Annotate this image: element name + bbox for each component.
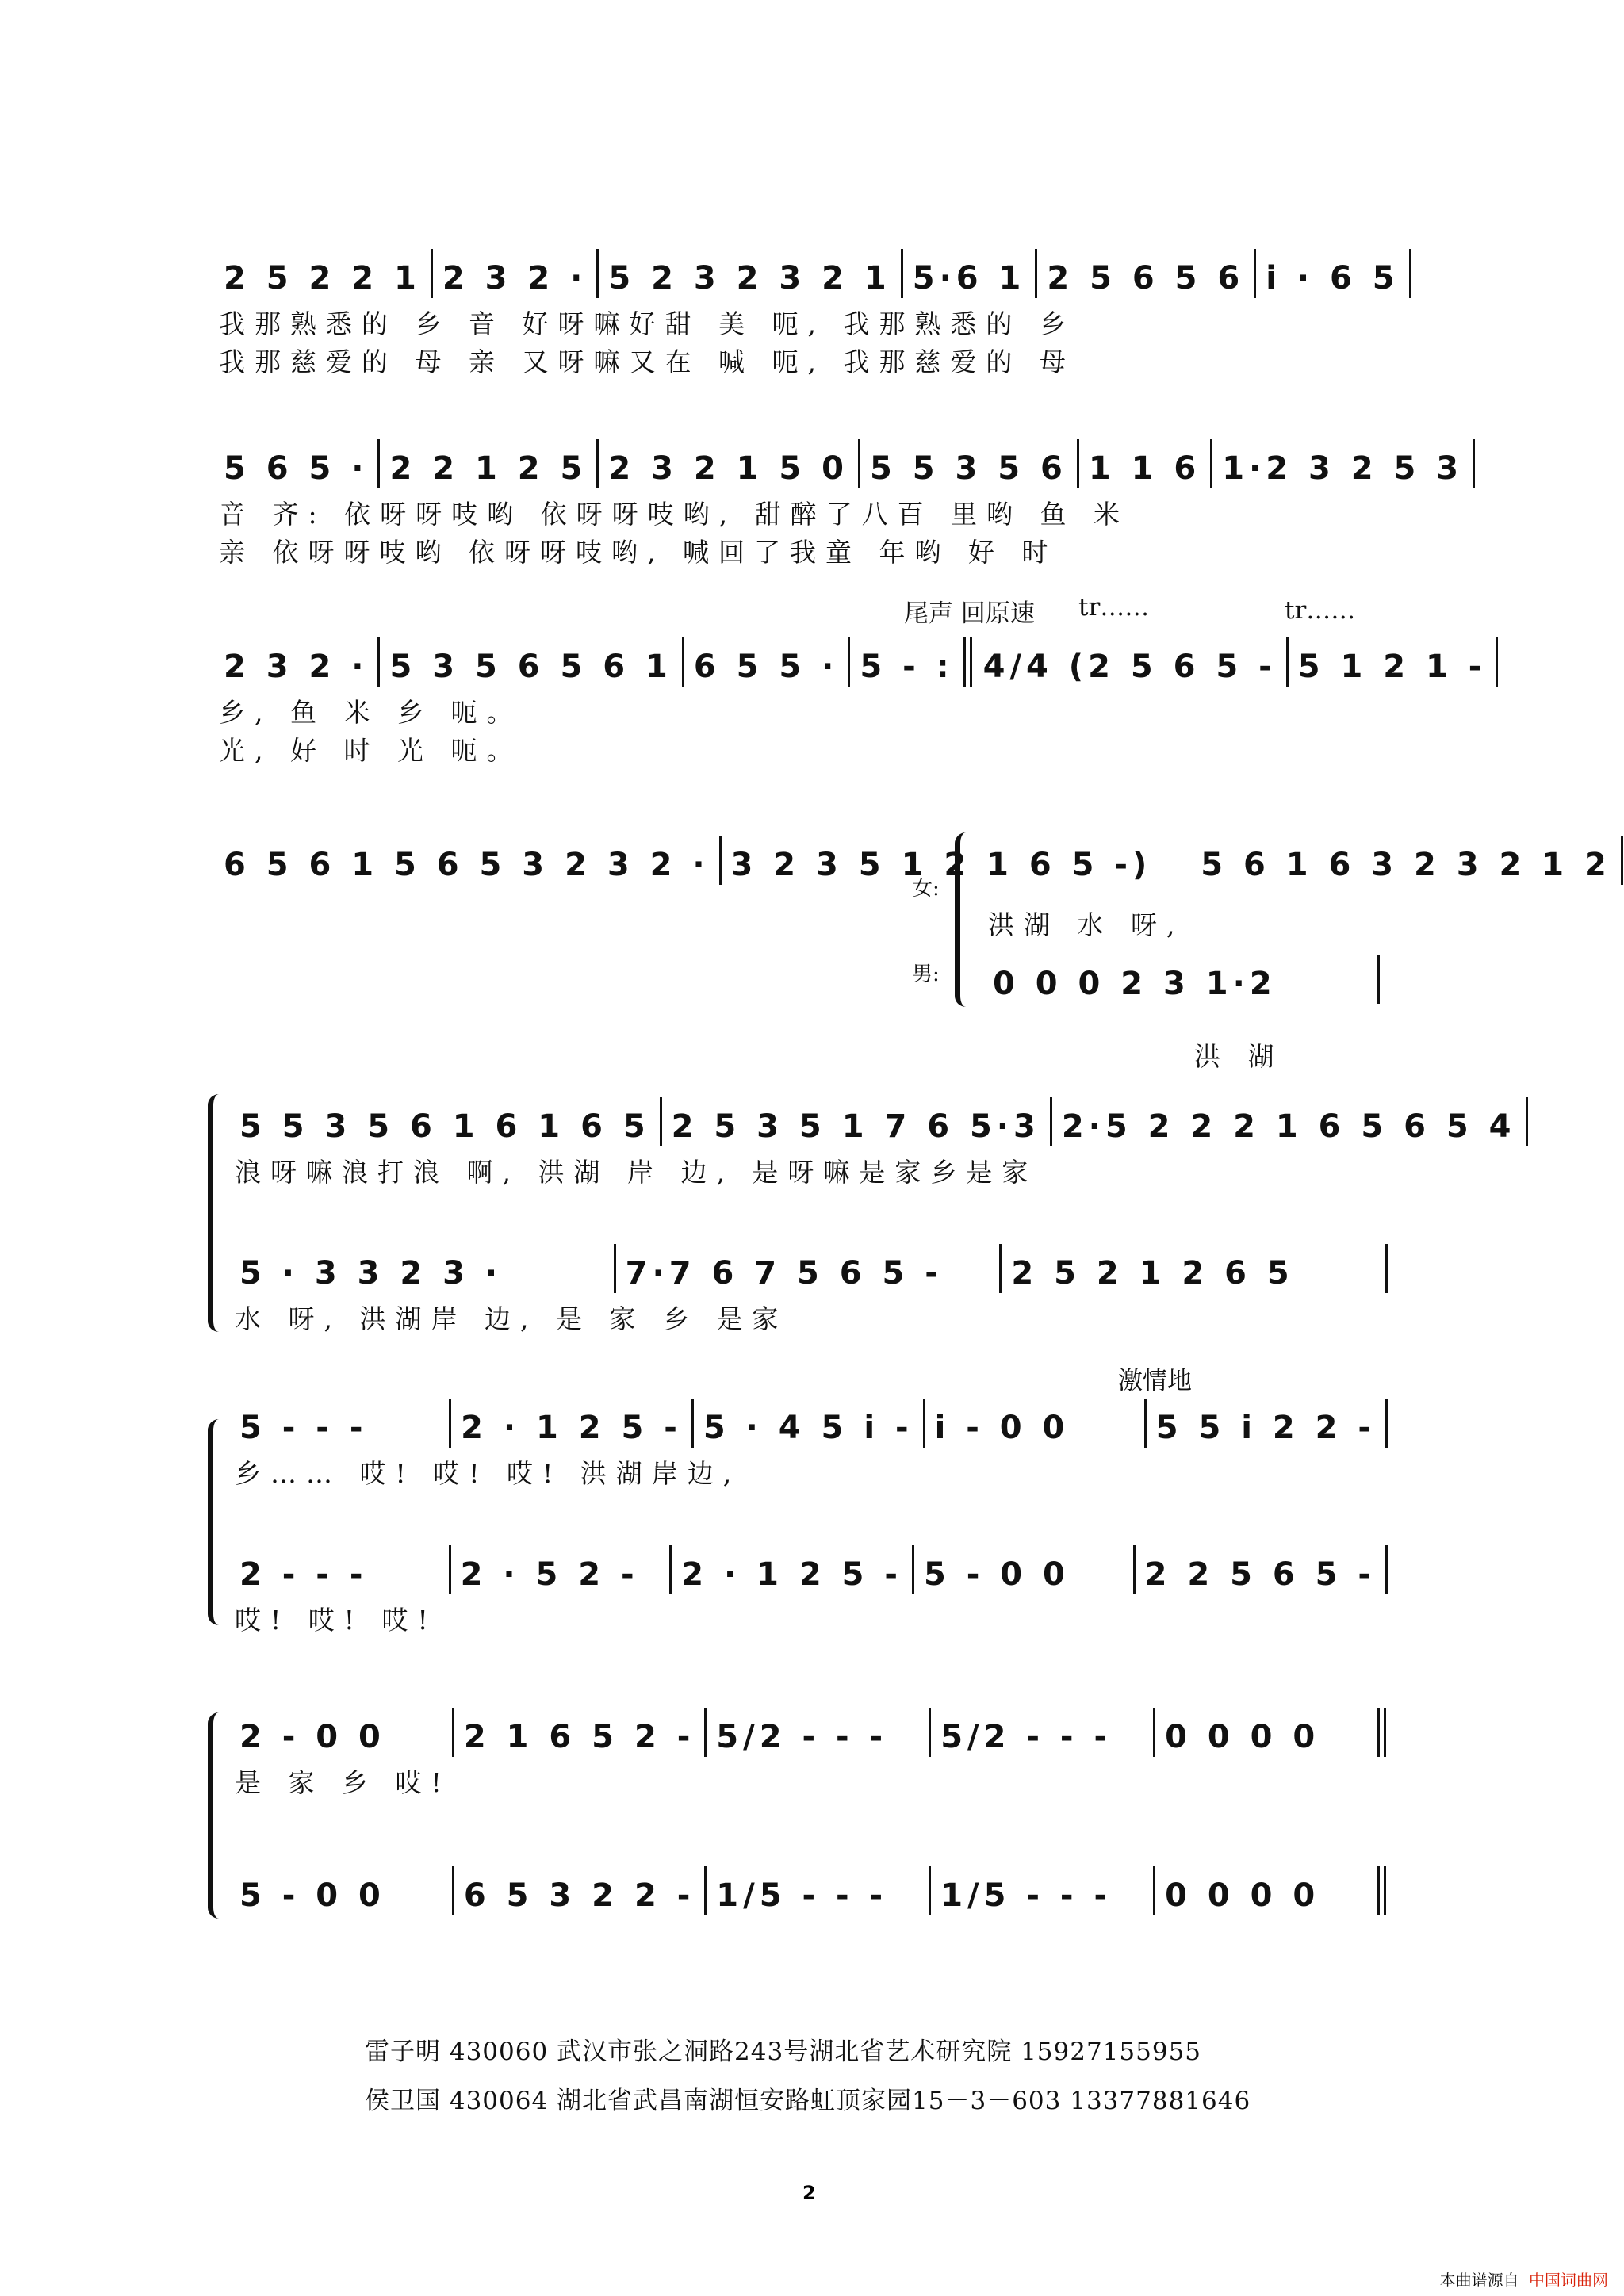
score-system-6-female <box>230 1380 1388 1490</box>
footer-site-link[interactable]: 中国词曲网 <box>1529 2271 1608 2290</box>
lyric-line <box>214 341 1388 379</box>
score-system-2 <box>214 420 1464 569</box>
system-brace <box>208 1712 221 1919</box>
measure: 5 · 3 3 2 3 · <box>239 1255 503 1292</box>
notation-line <box>230 1847 1388 1920</box>
contact-line: 雷子明 430060 武汉市张之洞路243号湖北省艺术研究院 15927155955 <box>365 2038 1202 2066</box>
measure: 2 5 2 1 2 6 5 <box>1011 1255 1294 1292</box>
measure: 2·5 2 2 2 1 6 5 6 5 4 <box>1061 1108 1516 1145</box>
barline <box>1409 249 1411 298</box>
lyric-text: 乡…… 哎! 哎! 哎! 洪湖岸边, <box>235 1457 741 1489</box>
measure: 5 5 3 5 6 1 6 1 6 5 <box>239 1108 650 1145</box>
measure: 0 0 0 2 3 1·2 <box>993 966 1277 1002</box>
measure: i · 6 5 <box>1266 260 1400 297</box>
measure: 5 - 0 0 <box>923 1556 1070 1593</box>
score-system-7-female <box>230 1689 1388 1800</box>
expression-annotation: 激情地 <box>1118 1367 1192 1395</box>
notation-line <box>230 1689 1388 1762</box>
male-voice-label: 男: <box>912 962 940 986</box>
measure: 4/4 (2 5 6 5 - <box>982 649 1277 685</box>
trill-annotation: tr…… <box>1285 596 1356 625</box>
score-system-5-female <box>230 1078 1516 1189</box>
measure: 3 2 3 5 1 2 1 6 5 -) <box>730 847 1152 883</box>
measure: 2 3 2 · <box>442 260 588 297</box>
system-brace <box>208 1419 221 1625</box>
lyric-line <box>214 691 1388 729</box>
notation-line <box>230 1380 1388 1452</box>
barline <box>1377 955 1380 1004</box>
lyric-text: 乡, 鱼 米 乡 呃。 <box>219 696 523 728</box>
footer-source-text: 本曲谱源自 <box>1439 2271 1519 2290</box>
measure: 1/5 - - - <box>716 1877 888 1914</box>
measure: 1 1 6 <box>1088 450 1201 487</box>
notation-line <box>214 817 1611 890</box>
measure: 2 · 5 2 - <box>460 1556 639 1593</box>
lyric-line <box>230 1762 1388 1800</box>
barline <box>1526 1097 1528 1146</box>
score-system-4 <box>214 817 1611 890</box>
lyric-line <box>214 531 1388 569</box>
lyric-line <box>230 1452 1388 1490</box>
score-system-3 <box>214 618 1487 767</box>
measure: 5 5 i 2 2 - <box>1155 1410 1376 1446</box>
notation-line <box>230 1078 1516 1151</box>
measure: 1·2 3 2 5 3 <box>1222 450 1464 487</box>
barline <box>1385 1545 1388 1594</box>
lyric-line <box>230 1298 1388 1336</box>
measure: 5 2 3 2 3 2 1 <box>608 260 891 297</box>
final-barline <box>1377 1708 1380 1757</box>
measure: 5 6 5 · <box>224 450 369 487</box>
lyric-text: 光, 好 时 光 呃。 <box>219 734 523 766</box>
score-system-6-male <box>230 1526 1388 1637</box>
measure: 2 - - - <box>239 1556 368 1593</box>
lyric-text: 浪呀嘛浪打浪 啊, 洪湖 岸 边, 是呀嘛是家乡是家 <box>235 1156 1038 1188</box>
measure: 5 5 3 5 6 <box>869 450 1067 487</box>
measure: 2 5 3 5 1 7 6 5·3 <box>671 1108 1040 1145</box>
lyric-text: 是 家 乡 哎! <box>235 1766 451 1798</box>
measure: 5 - 0 0 <box>239 1877 385 1914</box>
system-brace <box>208 1094 221 1332</box>
measure: 5 3 5 6 5 6 1 <box>389 649 672 685</box>
lyric-text: 我那熟悉的 乡 音 好呀嘛好甜 美 呃, 我那熟悉的 乡 <box>219 308 1075 339</box>
lyric-line <box>230 1151 1388 1189</box>
barline <box>1496 637 1498 687</box>
final-barline <box>1377 1866 1380 1915</box>
measure: 5 - - - <box>239 1410 368 1446</box>
contact-line: 侯卫国 430064 湖北省武昌南湖恒安路虹顶家园15－3－603 13377881646 <box>365 2087 1251 2115</box>
notation-line <box>214 618 1487 691</box>
lyric-line <box>230 1599 1388 1637</box>
measure: 2 3 2 1 5 0 <box>608 450 848 487</box>
lyric-line <box>214 493 1388 531</box>
notation-line <box>230 1526 1388 1599</box>
barline <box>1385 1244 1388 1293</box>
lyric-line <box>214 729 1388 767</box>
measure: 5 1 2 1 - <box>1297 649 1487 685</box>
measure: 5/2 - - - <box>940 1719 1113 1755</box>
measure: 2 2 5 6 5 - <box>1144 1556 1376 1593</box>
measure: 2 5 2 2 1 <box>224 260 421 297</box>
measure: 2 · 1 2 5 - <box>461 1410 682 1446</box>
repeat-barline <box>963 637 966 687</box>
measure: 0 0 0 0 <box>1165 1719 1320 1755</box>
lyric-text: 我那慈爱的 母 亲 又呀嘛又在 喊 呃, 我那慈爱的 母 <box>219 346 1075 377</box>
barline <box>1621 836 1623 885</box>
lyric-text: 亲 依呀呀吱哟 依呀呀吱哟, 喊回了我童 年哟 好 时 <box>219 536 1058 568</box>
trill-annotation: tr…… <box>1078 593 1150 622</box>
lyric-line <box>214 303 1388 341</box>
lyric-text: 水 呀, 洪湖岸 边, 是 家 乡 是家 <box>235 1303 788 1334</box>
notation-line <box>230 1225 1388 1298</box>
measure: 7·7 6 7 5 6 5 - <box>625 1255 943 1292</box>
lyric-text: 洪湖 水 呀, <box>988 909 1185 940</box>
footer-source <box>1440 2267 1608 2290</box>
female-voice-label: 女: <box>912 877 940 901</box>
measure: 6 5 6 1 5 6 5 3 2 3 2 · <box>224 847 710 883</box>
lyric-text: 洪 湖 <box>1194 1040 1284 1072</box>
notation-line <box>983 936 1380 1008</box>
measure: 5·6 1 <box>912 260 1026 297</box>
measure: 5 · 4 5 i - <box>703 1410 914 1446</box>
score-system-7-male <box>230 1847 1388 1920</box>
lyric-line <box>1189 1035 1284 1073</box>
measure: 2 2 1 2 5 <box>389 450 588 487</box>
measure: 2 - 0 0 <box>239 1719 385 1755</box>
score-system-5-male <box>230 1225 1388 1336</box>
measure: 2 · 1 2 5 - <box>681 1556 902 1593</box>
page-number: 2 <box>802 2182 816 2204</box>
measure: 2 5 6 5 6 <box>1047 260 1245 297</box>
measure: 6 5 3 2 2 - <box>463 1877 695 1914</box>
barline <box>1473 439 1475 488</box>
tempo-annotation: 尾声 回原速 <box>904 599 1035 628</box>
measure: 0 0 0 0 <box>1165 1877 1320 1914</box>
notation-line <box>214 420 1464 493</box>
measure: 5 6 1 6 3 2 3 2 1 2 <box>1201 847 1611 883</box>
measure: 5/2 - - - <box>716 1719 888 1755</box>
measure: 2 3 2 · <box>224 649 369 685</box>
measure: 5 - : <box>860 649 954 685</box>
measure: 2 1 6 5 2 - <box>463 1719 695 1755</box>
measure: 6 5 5 · <box>693 649 839 685</box>
notation-line <box>214 230 1400 303</box>
measure: i - 0 0 <box>934 1410 1070 1446</box>
system-brace <box>955 832 968 1007</box>
lyric-text: 音 齐: 依呀呀吱哟 依呀呀吱哟, 甜醉了八百 里哟 鱼 米 <box>219 498 1130 530</box>
score-system-1 <box>214 230 1400 379</box>
measure: 1/5 - - - <box>940 1877 1113 1914</box>
lyric-text: 哎! 哎! 哎! <box>235 1604 438 1636</box>
barline <box>1385 1399 1388 1448</box>
